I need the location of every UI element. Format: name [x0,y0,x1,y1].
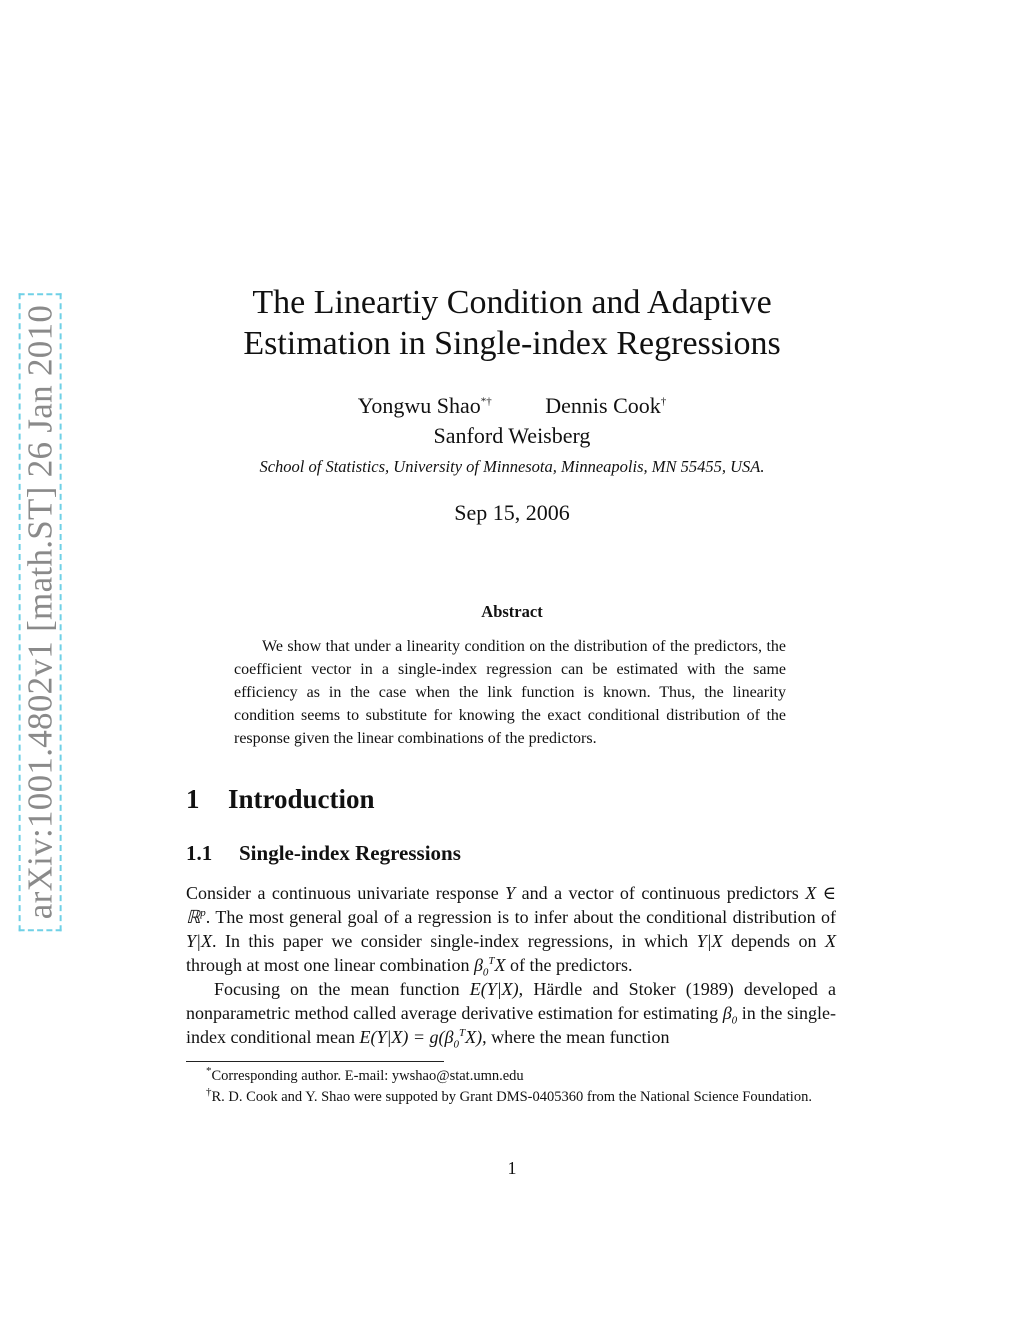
subsection-title: Single-index Regressions [239,841,461,865]
author-cook [545,393,666,418]
math-part: X) [465,1027,483,1047]
author-name: Dennis Cook [545,393,661,418]
paper-date: Sep 15, 2006 [454,500,570,525]
math-inline: X [825,931,837,951]
math-sub: 0 [482,966,489,979]
text-run: Consider a continuous univariate response [186,883,506,903]
author-marks: *† [480,395,492,408]
footnote-1 [186,1066,836,1087]
section-heading [186,784,375,815]
text-run: and a vector of continuous predictors [515,883,806,903]
math-inline [722,1003,738,1027]
math-sub: 0 [731,1014,738,1027]
footnote-mark: † [206,1086,212,1099]
abstract-text: We show that under a linearity condition on the distribution of the predictors, the coefficient vector in a single-index regression can be estimated with the same efficiency as in the case when the link function is known. Thus, the linearity condition seems to substitute for knowing the exact conditional distribution of the response given the linear combinations of the predictors. [234,638,786,747]
title-line-2: Estimation in Single-index Regressions [243,325,781,362]
body-text [186,881,836,1049]
subsection-heading [186,841,461,866]
paper-title [0,282,1024,364]
title-line-1: The Lineartiy Condition and Adaptive [252,284,772,321]
page-number: 1 [507,1158,517,1178]
math-part: β [722,1003,732,1023]
text-run: . The most general goal of a regression is to infer about the conditional distribution of [205,907,836,927]
math-inline: E(Y|X) [469,979,519,999]
text-run: in the single-index conditional mean [186,1003,836,1047]
text-run: depends on [722,931,826,951]
paragraph [186,977,836,1049]
section-title: Introduction [228,784,375,814]
math-inline: Y|X [186,931,212,951]
footnote-text: Corresponding author. E-mail: ywshao@stat.umn.edu [211,1068,524,1084]
math-sub: 0 [453,1038,459,1051]
footnotes [186,1066,836,1108]
subsection-number: 1.1 [186,841,213,865]
footnote-mark: * [206,1065,212,1078]
abstract-heading: Abstract [481,602,543,621]
math-inline [359,1027,483,1051]
author-name: Yongwu Shao [357,393,481,418]
footnote-2 [186,1087,836,1108]
paragraph [186,881,836,977]
text-run: . In this paper we consider single-index regressions, in which [211,931,697,951]
section-number: 1 [186,784,200,814]
footnote-text: R. D. Cook and Y. Shao were suppoted by Grant DMS-0405360 from the National Science Foundation. [211,1089,812,1105]
authors-row [0,393,1024,419]
author-weisberg: Sanford Weisberg [433,423,591,448]
text-run: of the predictors. [505,955,633,975]
math-part: E(Y|X) = g(β [359,1027,454,1047]
math-part: X ∈ ℝ [186,883,836,927]
footnote-rule [186,1061,444,1062]
affiliation: School of Statistics, University of Minnesota, Minneapolis, MN 55455, USA. [259,457,765,476]
author-marks: † [660,395,667,408]
math-inline: Y|X [696,931,723,951]
math-sup: p [200,907,206,919]
math-inline: Y [505,883,516,903]
arxiv-side-stamp: arXiv:1001.4802v1 [math.ST] 26 Jan 2010 [19,293,62,931]
math-part: X [494,955,506,975]
math-part: β [473,955,483,975]
text-run: through at most one linear combination [186,955,474,975]
text-run: , Härdle and Stoker (1989) developed a nonparametric method called average derivative estimation for estimating [186,979,836,1023]
math-inline [473,955,506,979]
author-shao [358,393,492,418]
text-run: Focusing on the mean function [214,979,470,999]
math-sup: T [488,955,495,967]
math-sup: T [459,1027,466,1039]
text-run: , where the mean function [482,1027,670,1047]
